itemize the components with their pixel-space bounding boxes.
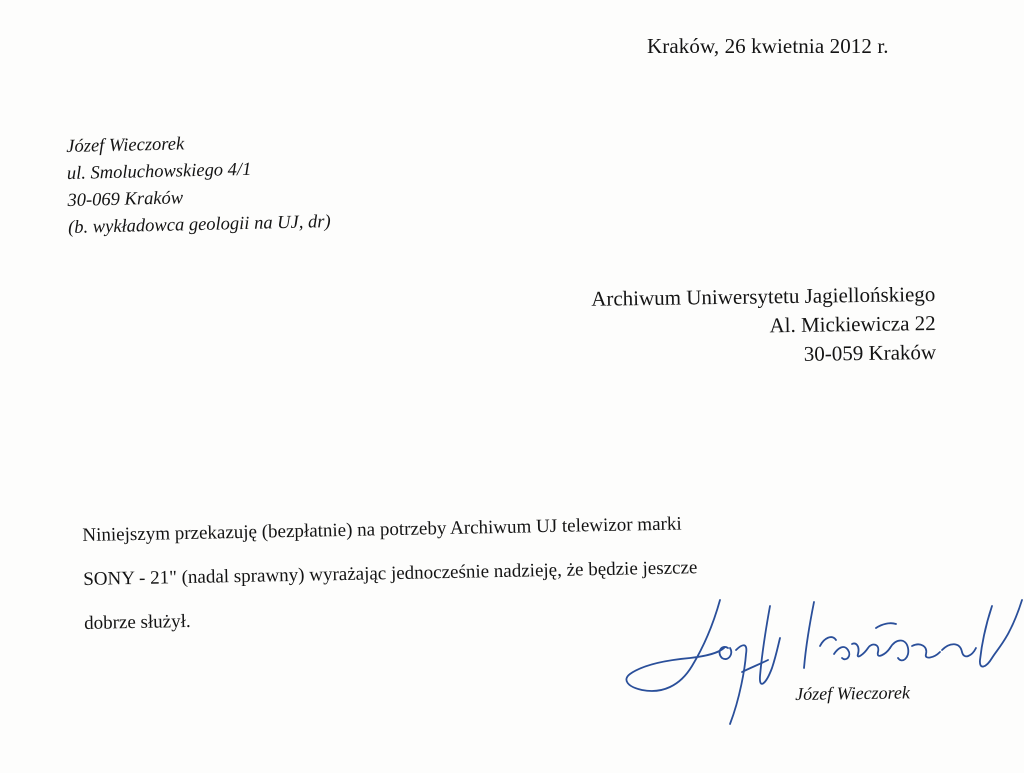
recipient-city: 30-059 Kraków — [803, 339, 937, 366]
recipient-institution: Archiwum Uniwersytetu Jagiellońskiego — [590, 281, 936, 311]
date-line: Kraków, 26 kwietnia 2012 r. — [647, 34, 889, 58]
sender-note: (b. wykładowca geologii na UJ, dr) — [67, 212, 331, 238]
handwritten-signature — [620, 598, 1024, 728]
sender-address-block — [66, 128, 331, 242]
recipient-address-block — [591, 280, 936, 372]
signature-typed-name: Józef Wieczorek — [795, 682, 911, 704]
sender-street: ul. Smoluchowskiego 4/1 — [66, 159, 252, 184]
body-line-3: dobrze służył. — [83, 610, 191, 634]
sender-city: 30-069 Kraków — [67, 188, 184, 211]
signature-strokes — [626, 600, 1022, 724]
recipient-street: Al. Mickiewicza 22 — [769, 310, 936, 338]
sender-name: Józef Wieczorek — [66, 134, 185, 157]
body-line-1: Niniejszym przekazuję (bezpłatnie) na potrzeby Archiwum UJ telewizor marki — [82, 513, 682, 546]
body-line-2: SONY - 21" (nadal sprawny) wyrażając jednocześnie nadzieję, że będzie jeszcze — [83, 557, 698, 590]
signature-ink — [620, 598, 1024, 728]
